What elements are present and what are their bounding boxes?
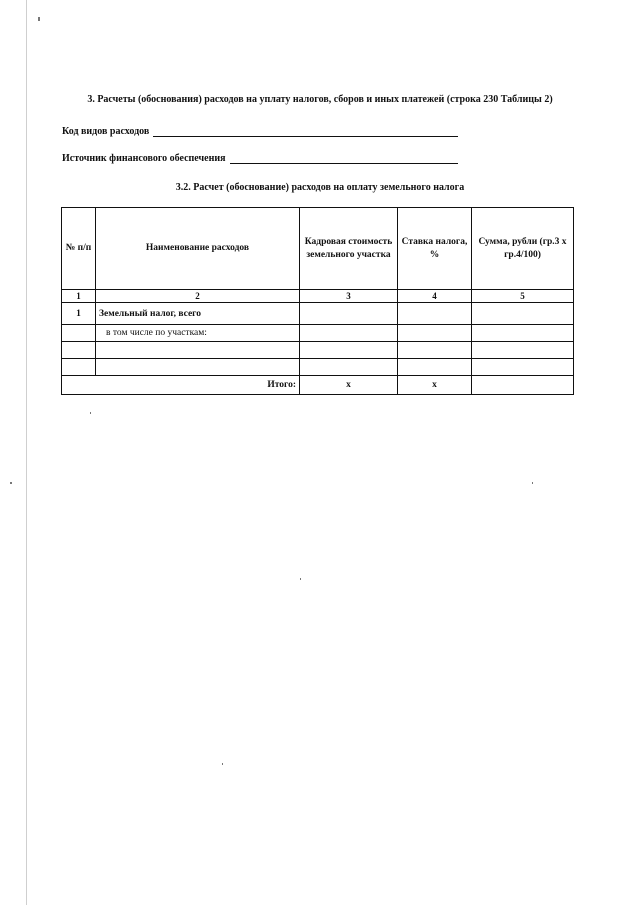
table-title: 3.2. Расчет (обоснование) расходов на оплату земельного налога xyxy=(175,182,465,193)
row-sum-cell[interactable] xyxy=(472,303,574,325)
header-tax-rate: Ставка налога, % xyxy=(398,208,472,290)
row-rate-cell[interactable] xyxy=(398,303,472,325)
row-num xyxy=(62,325,96,342)
expense-code-field[interactable] xyxy=(153,126,458,137)
page-edge xyxy=(26,0,27,905)
scan-speck xyxy=(300,578,301,580)
total-label: Итого: xyxy=(62,376,300,395)
row-name: Земельный налог, всего xyxy=(96,303,300,325)
row-cadastral-cell[interactable] xyxy=(300,303,398,325)
column-number: 2 xyxy=(96,290,300,303)
funding-source-label: Источник финансового обеспечения xyxy=(62,153,226,164)
row-sum-cell[interactable] xyxy=(472,359,574,376)
row-name[interactable] xyxy=(96,342,300,359)
row-num xyxy=(62,359,96,376)
header-cadastral-value: Кадровая стоимость земельного участка xyxy=(300,208,398,290)
header-name: Наименование расходов xyxy=(96,208,300,290)
total-row xyxy=(62,376,574,395)
table-header-row xyxy=(62,208,574,290)
table-row xyxy=(62,325,574,342)
expense-code-label: Код видов расходов xyxy=(62,126,150,137)
row-rate-cell[interactable] xyxy=(398,342,472,359)
scan-speck xyxy=(532,482,533,484)
funding-source-field[interactable] xyxy=(230,153,458,164)
total-cadastral: х xyxy=(300,376,398,395)
row-rate-cell[interactable] xyxy=(398,359,472,376)
scan-speck xyxy=(10,482,12,484)
scan-speck xyxy=(38,17,40,21)
total-rate: х xyxy=(398,376,472,395)
column-number: 5 xyxy=(472,290,574,303)
row-name[interactable] xyxy=(96,359,300,376)
table-row xyxy=(62,359,574,376)
land-tax-table xyxy=(61,207,574,395)
row-sum-cell[interactable] xyxy=(472,342,574,359)
scan-speck xyxy=(90,412,91,414)
expense-code-row xyxy=(62,126,458,137)
row-sum-cell[interactable] xyxy=(472,325,574,342)
column-number: 4 xyxy=(398,290,472,303)
row-num: 1 xyxy=(62,303,96,325)
column-number: 1 xyxy=(62,290,96,303)
row-num xyxy=(62,342,96,359)
header-num: № п/п xyxy=(62,208,96,290)
header-sum: Сумма, рубли (гр.3 х гр.4/100) xyxy=(472,208,574,290)
row-cadastral-cell[interactable] xyxy=(300,342,398,359)
row-cadastral-cell[interactable] xyxy=(300,359,398,376)
table-row xyxy=(62,303,574,325)
table-row xyxy=(62,342,574,359)
row-rate-cell[interactable] xyxy=(398,325,472,342)
column-number: 3 xyxy=(300,290,398,303)
row-name: в том числе по участкам: xyxy=(96,325,300,342)
scan-speck xyxy=(222,763,223,765)
total-sum-cell[interactable] xyxy=(472,376,574,395)
column-number-row xyxy=(62,290,574,303)
section-heading: 3. Расчеты (обоснования) расходов на уплату налогов, сборов и иных платежей (строка 230 Таблицы 2) xyxy=(87,94,553,105)
funding-source-row xyxy=(62,153,458,164)
row-cadastral-cell[interactable] xyxy=(300,325,398,342)
